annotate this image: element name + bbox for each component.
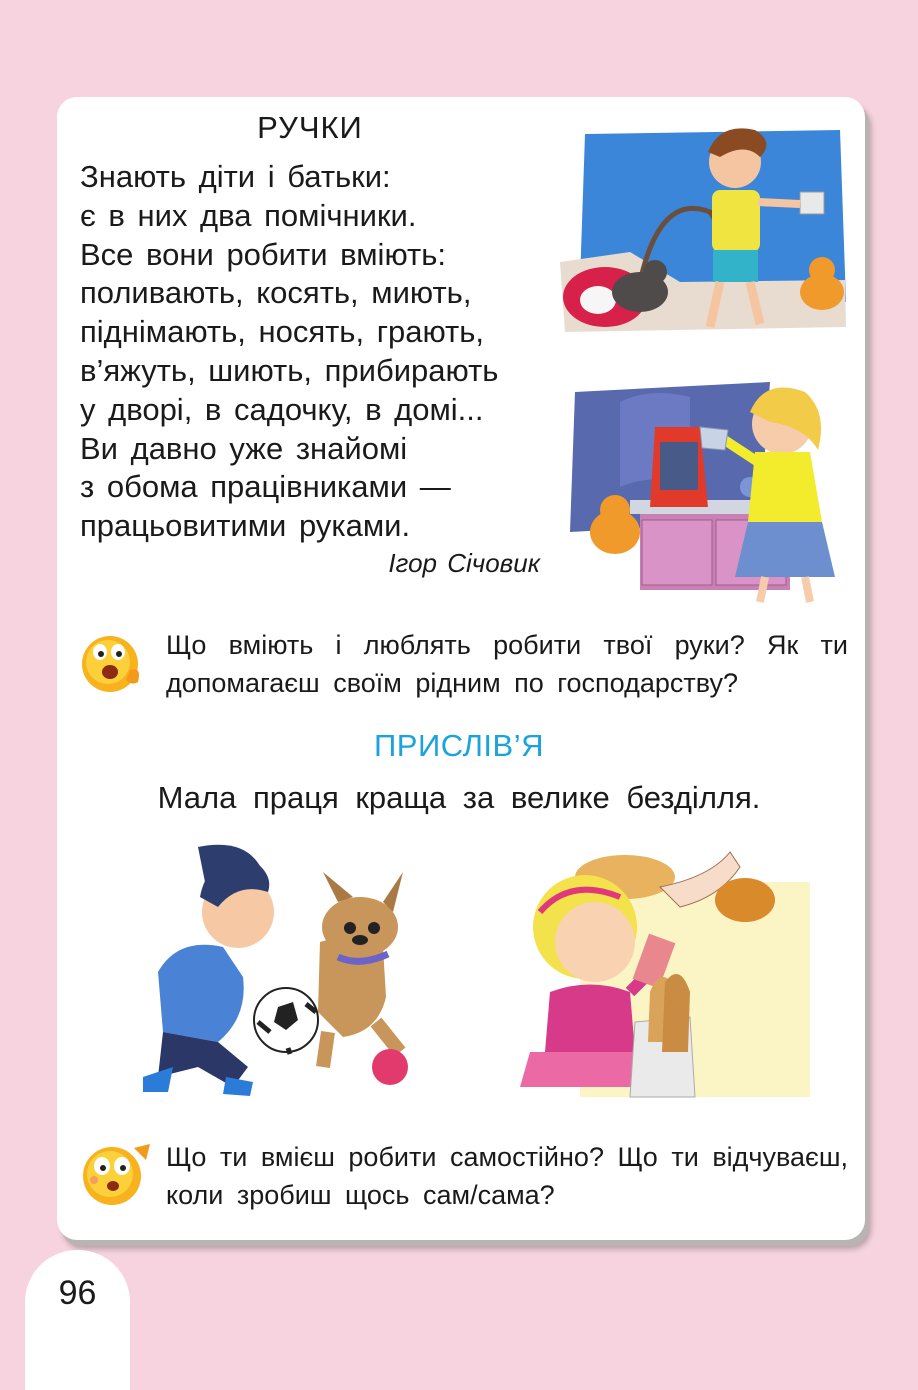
- page-number-tab: [25, 1250, 130, 1390]
- girl-watering-illustration: [560, 372, 850, 607]
- question-block-2: [78, 1138, 848, 1218]
- poem-author: Ігор Січовик: [388, 548, 540, 578]
- poem-body: [80, 158, 560, 546]
- question-text-2: Що ти вмієш робити самостійно? Що ти відчуваєш, коли зробиш щось сам/сама?: [166, 1142, 848, 1210]
- girl-shopping-illustration: [490, 842, 820, 1102]
- question-text-1: Що вміють і люблять робити твої руки? Як ти допомагаєш своїм рідним по господарству?: [166, 630, 848, 698]
- question-block-1: [78, 626, 848, 706]
- surprised-smiley-icon: [78, 1140, 152, 1206]
- page-number: 96: [58, 1274, 97, 1312]
- poem-line: поливають, косять, миють,: [80, 275, 472, 311]
- thinking-smiley-icon: [78, 630, 146, 694]
- poem-line: піднімають, носять, грають,: [80, 314, 485, 350]
- poem-line: Все вони робити вміють:: [80, 236, 446, 272]
- boy-vacuuming-illustration: [560, 112, 850, 337]
- poem-line: у дворі, в садочку, в домі...: [80, 391, 484, 427]
- poem-line: Знають діти і батьки:: [80, 159, 391, 194]
- poem-line: Ви давно уже знайомі: [80, 430, 408, 466]
- poem-title: РУЧКИ: [257, 110, 363, 145]
- poem-line: є в них два помічники.: [80, 197, 417, 233]
- boy-with-dog-illustration: [138, 842, 430, 1102]
- poem-line: працьовитими руками.: [80, 508, 411, 544]
- proverb-heading: ПРИСЛІВ’Я: [373, 728, 544, 763]
- proverb-text: Мала праця краща за велике безділля.: [157, 780, 761, 815]
- poem-line: з обома працівниками —: [80, 469, 451, 505]
- poem-line: в’яжуть, шиють, прибирають: [80, 352, 499, 388]
